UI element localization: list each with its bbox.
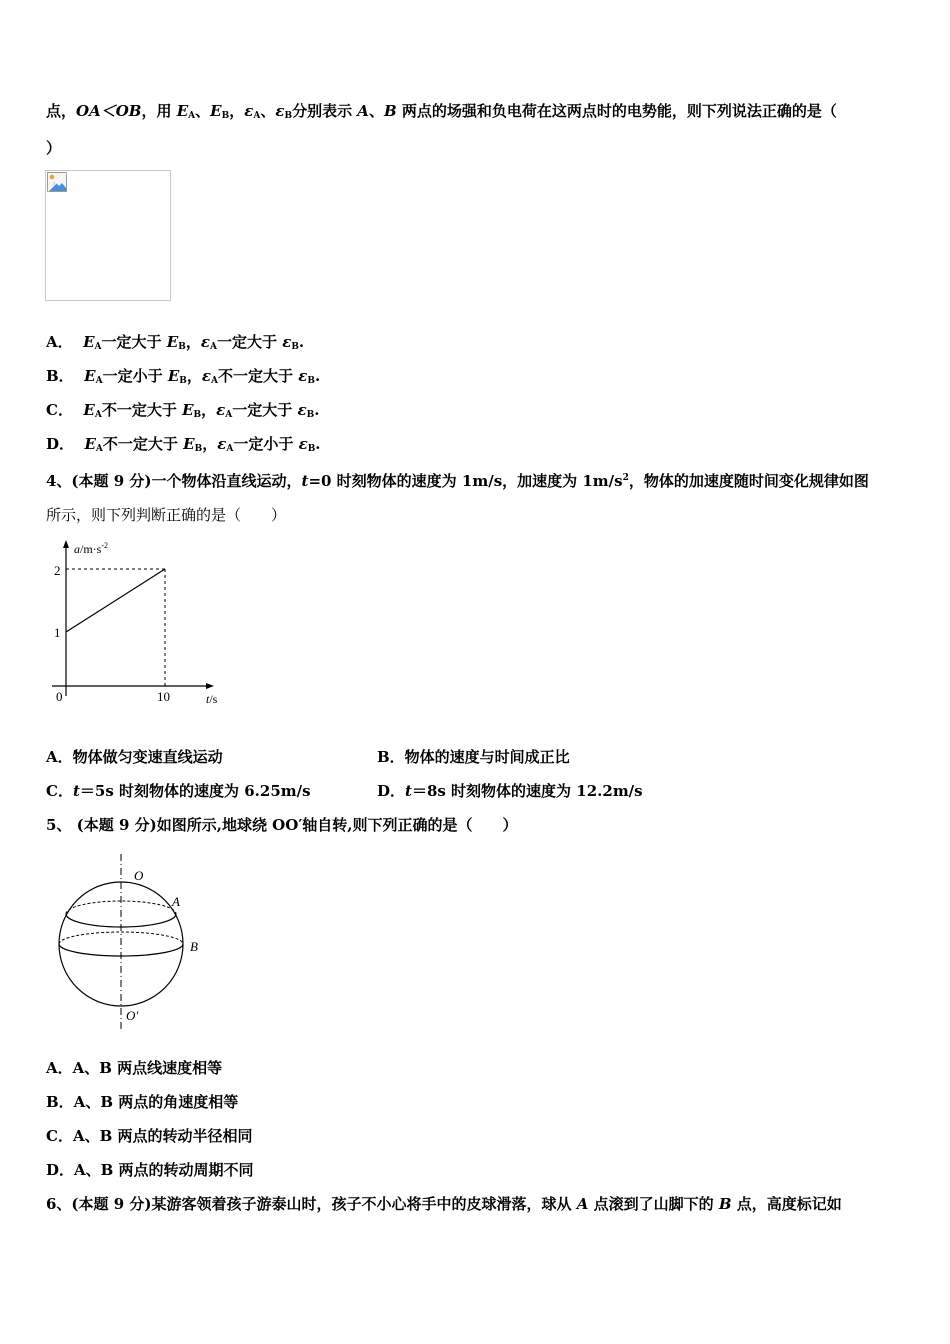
q5-option-c[interactable]: C．A、B 两点的转动半径相同 (46, 1127, 253, 1145)
y-axis-label: $a/m\cdot s^{-2}$ (74, 541, 109, 556)
q4-option-c[interactable]: C．t＝5s 时刻物体的速度为 6.25m/s (46, 782, 311, 800)
q5-option-d[interactable]: D．A、B 两点的转动周期不同 (46, 1161, 254, 1179)
tick-label-origin: 0 (56, 689, 63, 704)
q3-option-a[interactable]: A． $E_A$一定大于 $E_B$，$\varepsilon_A$一定大于 $\varepsilon_B$. (46, 333, 305, 352)
q5-stem: 5、 (本题 9 分)如图所示,地球绕 OO′轴自转,则下列正确的是（ ） (46, 816, 518, 834)
q5-option-b[interactable]: B．A、B 两点的角速度相等 (46, 1093, 239, 1111)
tick-label-y-1: 1 (54, 625, 61, 640)
broken-image-placeholder (45, 170, 171, 301)
x-axis-arrow (206, 683, 214, 689)
q3-option-b[interactable]: B． $E_A$一定小于 $E_B$，$\varepsilon_A$不一定大于 $\varepsilon_B$. (46, 367, 321, 386)
label-O: O (134, 868, 144, 883)
tick-label-y-2: 2 (54, 563, 61, 578)
q3-option-c[interactable]: C． $E_A$不一定大于 $E_B$，$\varepsilon_A$一定大于 $\varepsilon_B$. (46, 401, 320, 420)
q4-option-b[interactable]: B．物体的速度与时间成正比 (377, 748, 570, 766)
q4-option-a[interactable]: A．物体做匀变速直线运动 (46, 748, 223, 766)
q4-option-d[interactable]: D．t＝8s 时刻物体的速度为 12.2m/s (377, 782, 643, 800)
label-A: A (172, 894, 180, 909)
q3-stem-line1: 点，OA＜OB，用 $E_A$、$E_B$，$\varepsilon_A$、$\varepsilon_B$分别表示 A、B 两点的场强和负电荷在这两点时的电势能，则下列说法正确的是（ (46, 102, 837, 121)
broken-image-icon (47, 172, 67, 192)
q5-option-a[interactable]: A．A、B 两点线速度相等 (46, 1059, 223, 1077)
q3-stem-line2: ） (46, 139, 62, 157)
q3-option-d[interactable]: D． $E_A$不一定大于 $E_B$，$\varepsilon_A$一定小于 $\varepsilon_B$. (46, 435, 321, 454)
q6-stem-line1: 6、(本题 9 分)某游客领着孩子游泰山时，孩子不小心将手中的皮球滑落，球从 A 点滚到了山脚下的 B 点，高度标记如 (46, 1195, 842, 1213)
label-O-prime: O′ (126, 1008, 139, 1023)
acceleration-line (66, 569, 165, 632)
q4-stem-line1: 4、(本题 9 分)一个物体沿直线运动，t=0 时刻物体的速度为 1m/s，加速度为 $1m/s^2$，物体的加速度随时间变化规律如图 (46, 472, 869, 490)
q4-stem-line2: 所示，则下列判断正确的是（ ） (46, 506, 287, 524)
label-B: B (190, 939, 198, 954)
x-axis-label: t/s (206, 692, 218, 706)
acceleration-time-graph (46, 538, 236, 710)
earth-rotation-figure (50, 852, 210, 1036)
tick-label-x-10: 10 (157, 689, 170, 704)
y-axis-arrow (63, 540, 69, 548)
